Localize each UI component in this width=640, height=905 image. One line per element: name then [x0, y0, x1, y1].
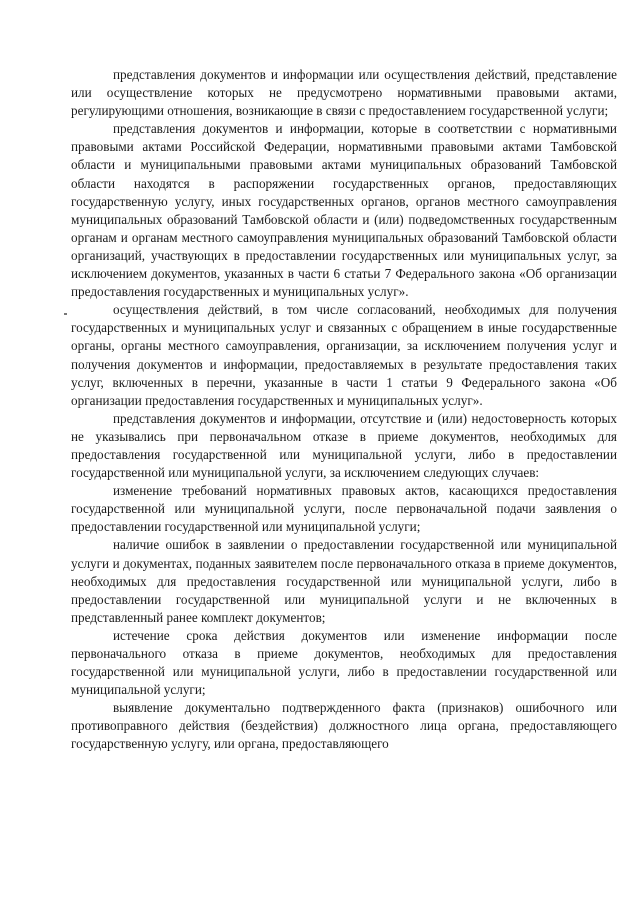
margin-mark [64, 313, 67, 315]
document-page [71, 66, 617, 754]
paragraph-6: наличие ошибок в заявлении о предоставлении государственной или муниципальной услуги и документах, поданных заявителем после первоначального отказа в приеме документов, необходимых для предоставления государственной или муниципальной услуги, либо в предоставлении государственной или муниципальной услуги и не включенных в представленный ранее комплект документов; [71, 537, 617, 625]
paragraph-7: истечение срока действия документов или изменение информации после первоначального отказа в приеме документов, необходимых для предоставления государственной или муниципальной услуги, либо в предоставлении государственной или муниципальной услуги; [71, 627, 617, 698]
paragraph-5: изменение требований нормативных правовых актов, касающихся предоставления государственной или муниципальной услуги, после первоначальной подачи заявления о предоставлении государственной или муниципальной услуги; [71, 483, 617, 535]
paragraph-2: представления документов и информации, которые в соответствии с нормативными правовыми актами Российской Федерации, нормативными правовыми актами Тамбовской области и муниципальными правовыми актами муниципальных образований Тамбовской области находятся в распоряжении государственных органов, предоставляющих государственную услугу, иных государственных органов, органов местного самоуправления муниципальных образований Тамбовской области и (или) подведомственных государственным органам и органам местного самоуправления муниципальных образований Тамбовской области организаций, участвующих в предоставлении государственных или муниципальных услуг, за исключением документов, указанных в части 6 статьи 7 Федерального закона «Об организации предоставления государственных и муниципальных услуг». [71, 121, 617, 300]
paragraph-4: представления документов и информации, отсутствие и (или) недостоверность которых не указывались при первоначальном отказе в приеме документов, необходимых для предоставления государственной или муниципальной услуги, либо в предоставлении государственной или муниципальной услуги, за исключением следующих случаев: [71, 410, 617, 481]
paragraph-8: выявление документально подтвержденного факта (признаков) ошибочного или противоправного действия (бездействия) должностного лица органа, предоставляющего государственную услугу, или органа, предоставляющего [71, 700, 617, 752]
paragraph-1: представления документов и информации или осуществления действий, представление или осуществление которых не предусмотрено нормативными правовыми актами, регулирующими отношения, возникающие в связи с предоставлением государственной услуги; [71, 67, 617, 119]
paragraph-3: осуществления действий, в том числе согласований, необходимых для получения государственных и муниципальных услуг и связанных с обращением в иные государственные органы, органы местного самоуправления, организации, за исключением получения услуг и получения документов и информации, предоставляемых в результате предоставления таких услуг, включенных в перечни, указанные в части 1 статьи 9 Федерального закона «Об организации предоставления государственных и муниципальных услуг». [71, 302, 617, 408]
